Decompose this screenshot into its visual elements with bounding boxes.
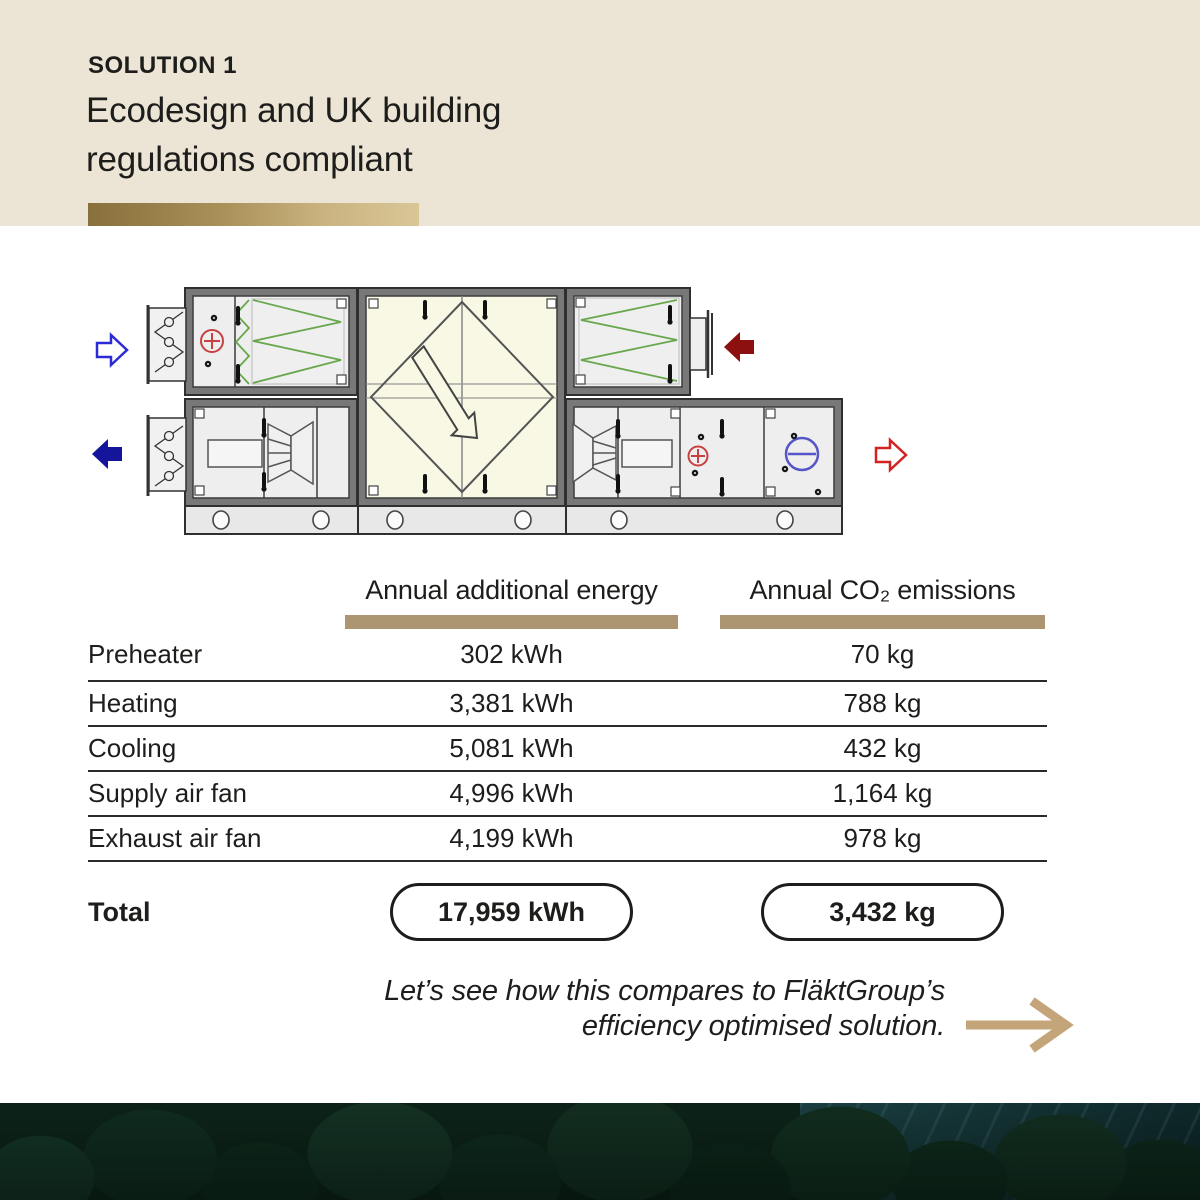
table-row [88, 682, 1047, 727]
table-row [88, 727, 1047, 772]
energy-value: 4,199 kWh [449, 823, 574, 853]
total-energy-pill: 17,959 kWh [390, 883, 633, 941]
row-label: Cooling [88, 733, 177, 763]
ahu-diagram [85, 280, 915, 540]
energy-value: 302 kWh [460, 639, 563, 669]
forest-footer-image [0, 1103, 1200, 1200]
heating-coil-symbol [689, 447, 708, 466]
co2-value: 70 kg [850, 639, 915, 669]
table-row [88, 629, 1047, 682]
page-title-line1: Ecodesign and UK building [86, 91, 502, 130]
cta-line2: efficiency optimised solution. [581, 1010, 945, 1042]
energy-value: 3,381 kWh [449, 688, 574, 718]
preheater-coil-symbol [201, 330, 223, 352]
supply-filter-section [235, 299, 346, 384]
next-arrow-icon [962, 996, 1086, 1054]
trees [0, 1103, 1200, 1200]
total-co2-pill: 3,432 kg [761, 883, 1004, 941]
co2-value: 978 kg [843, 823, 922, 853]
co2-value: 1,164 kg [832, 778, 933, 808]
row-label: Preheater [88, 639, 203, 669]
gold-accent-bar [88, 203, 419, 226]
energy-header-underline [345, 615, 678, 629]
table-row [88, 772, 1047, 817]
ahu-base-rail [185, 506, 842, 534]
eyebrow-label: SOLUTION 1 [88, 52, 238, 79]
return-duct-stub [690, 318, 706, 370]
header-band [0, 0, 1200, 226]
page-title-line2: regulations compliant [86, 140, 413, 179]
cta-line1: Let’s see how this compares to FläktGroup’s [384, 975, 945, 1007]
energy-value: 5,081 kWh [449, 733, 574, 763]
co2-header-underline [720, 615, 1045, 629]
table-row [88, 817, 1047, 862]
outdoor-air-damper [148, 305, 186, 384]
return-filter-section [576, 298, 712, 384]
row-label: Exhaust air fan [88, 823, 262, 853]
supply-air-outlet-arrow [876, 440, 906, 470]
co2-value: 432 kg [843, 733, 922, 763]
row-label: Supply air fan [88, 778, 247, 808]
exhaust-air-outlet-arrow [92, 439, 122, 469]
exhaust-air-damper [148, 415, 186, 496]
column-header-energy: Annual additional energy [365, 575, 658, 605]
page-title [86, 86, 501, 184]
total-label: Total [88, 896, 151, 927]
cta-text [0, 974, 945, 1044]
return-air-inlet-arrow [724, 332, 754, 362]
energy-value: 4,996 kWh [449, 778, 574, 808]
total-row [88, 883, 1047, 941]
outdoor-air-inlet-arrow [97, 335, 127, 365]
column-header-co2: Annual CO₂ emissions [749, 575, 1016, 605]
row-label: Heating [88, 688, 178, 718]
co2-value: 788 kg [843, 688, 922, 718]
energy-emissions-table [88, 570, 1047, 941]
